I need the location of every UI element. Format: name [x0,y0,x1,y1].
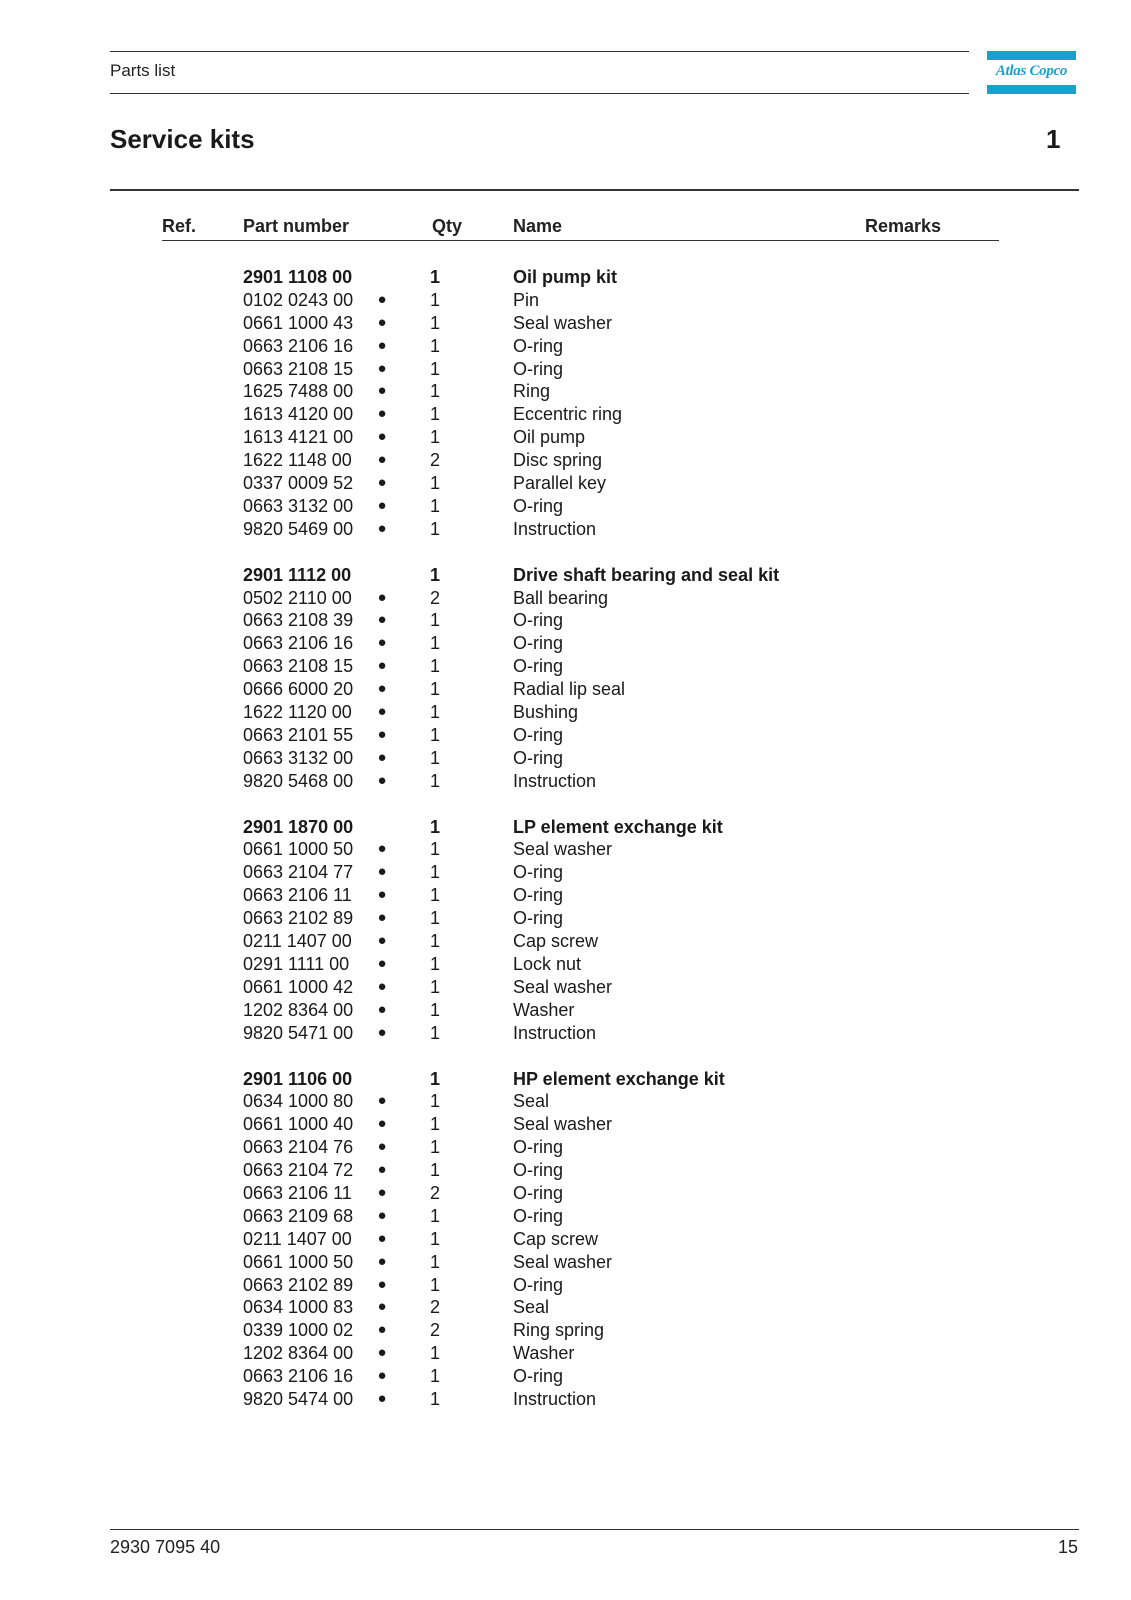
page-number: 15 [1058,1537,1079,1557]
kit-member-bullet: ● [377,977,387,995]
part-qty: 1 [430,976,441,997]
part-qty: 1 [430,839,441,860]
part-name: Ring spring [513,1320,605,1341]
part-name: Seal washer [513,1251,613,1272]
kit-member-bullet: ● [377,382,387,400]
part-number: 0634 1000 83 [243,1297,354,1318]
kit-part-number: 2901 1108 00 [243,267,353,287]
part-number: 0661 1000 40 [243,1114,354,1135]
part-number: 0663 2102 89 [243,908,354,929]
kit-member-bullet: ● [377,1183,387,1201]
part-row [0,335,1131,358]
part-qty: 1 [430,1228,441,1249]
part-number: 0502 2110 00 [243,587,352,608]
part-row [0,1342,1131,1365]
part-qty: 1 [430,1137,441,1158]
part-row [0,1113,1131,1136]
part-name: Disc spring [513,450,603,471]
kit-member-bullet: ● [377,588,387,606]
part-name: O-ring [513,908,564,929]
kit-qty: 1 [430,816,441,837]
part-qty: 1 [430,358,441,379]
title-rule [110,189,1079,191]
part-qty: 1 [430,1274,441,1295]
part-name: O-ring [513,335,564,356]
part-row [0,1251,1131,1274]
part-number: 1622 1148 00 [243,450,352,471]
part-name: Seal [513,1297,550,1318]
part-name: Cap screw [513,931,599,952]
part-number: 0663 3132 00 [243,495,354,516]
column-header-ref: Ref. [162,216,197,236]
part-qty: 1 [430,381,441,402]
part-number: 0663 2106 11 [243,885,352,906]
kit-member-bullet: ● [377,1344,387,1362]
kit-member-bullet: ● [377,1092,387,1110]
kit-part-number: 2901 1870 00 [243,816,354,837]
kit-member-bullet: ● [377,840,387,858]
part-number: 0661 1000 50 [243,1251,354,1272]
kit-part-number: 2901 1112 00 [243,564,352,585]
part-qty: 1 [430,633,441,654]
part-row [0,678,1131,701]
part-name: Ball bearing [513,587,609,608]
part-number: 0291 1111 00 [243,953,350,974]
part-number: 1613 4121 00 [243,427,354,448]
kit-member-bullet: ● [377,313,387,331]
part-row [0,358,1131,381]
part-row [0,495,1131,518]
part-name: Seal washer [513,1114,613,1135]
kit-row [0,816,1131,839]
part-number: 0663 2102 89 [243,1274,354,1295]
part-row [0,884,1131,907]
part-row [0,449,1131,472]
part-name: O-ring [513,610,564,631]
kit-member-bullet: ● [377,290,387,308]
brand-logo [987,51,1076,94]
part-name: Instruction [513,1022,597,1043]
kit-name: HP element exchange kit [513,1068,725,1089]
part-name: Parallel key [513,473,607,494]
kit-member-bullet: ● [377,1252,387,1270]
part-row [0,1090,1131,1113]
column-header-rule [162,240,999,241]
part-number: 9820 5471 00 [243,1022,354,1043]
part-number: 0634 1000 80 [243,1091,354,1112]
logo-band-top [987,51,1076,60]
kit-qty: 1 [430,1068,441,1089]
part-row [0,747,1131,770]
part-qty: 1 [430,1160,441,1181]
part-row [0,380,1131,403]
part-qty: 1 [430,1388,441,1409]
kit-part-number: 2901 1106 00 [243,1068,353,1089]
part-name: Instruction [513,1388,597,1409]
part-row [0,587,1131,610]
part-name: O-ring [513,358,564,379]
part-qty: 1 [430,335,441,356]
part-row [0,518,1131,541]
part-name: O-ring [513,633,564,654]
kit-member-bullet: ● [377,863,387,881]
chapter-number: 1 [1046,124,1061,154]
part-number: 1613 4120 00 [243,404,354,425]
part-name: O-ring [513,862,564,883]
part-row [0,289,1131,312]
part-qty: 1 [430,1114,441,1135]
part-row [0,907,1131,930]
part-row [0,1274,1131,1297]
kit-member-bullet: ● [377,1138,387,1156]
part-name: Instruction [513,770,597,791]
part-name: Bushing [513,702,579,723]
part-name: O-ring [513,724,564,745]
part-qty: 1 [430,724,441,745]
part-name: O-ring [513,1137,564,1158]
kit-member-bullet: ● [377,336,387,354]
kit-member-bullet: ● [377,886,387,904]
part-name: Washer [513,1343,575,1364]
header-bottom-rule [110,93,969,94]
part-qty: 2 [430,450,441,471]
part-name: O-ring [513,1366,564,1387]
part-row [0,1159,1131,1182]
part-name: O-ring [513,1274,564,1295]
part-number: 0339 1000 02 [243,1320,354,1341]
part-name: O-ring [513,885,564,906]
part-name: Seal washer [513,839,613,860]
part-name: Lock nut [513,953,582,974]
kit-member-bullet: ● [377,474,387,492]
kit-member-bullet: ● [377,1206,387,1224]
part-qty: 1 [430,702,441,723]
part-number: 0663 2108 15 [243,656,354,677]
part-number: 0102 0243 00 [243,289,354,310]
part-number: 1625 7488 00 [243,381,354,402]
part-row [0,953,1131,976]
kit-member-bullet: ● [377,1000,387,1018]
part-qty: 1 [430,1091,441,1112]
part-name: Instruction [513,518,597,539]
part-row [0,472,1131,495]
part-qty: 2 [430,1182,441,1203]
document-number: 2930 7095 40 [110,1537,221,1557]
kit-member-bullet: ● [377,748,387,766]
kit-member-bullet: ● [377,1389,387,1407]
part-name: O-ring [513,1160,564,1181]
part-name: Seal [513,1091,550,1112]
kit-member-bullet: ● [377,1023,387,1041]
part-qty: 1 [430,1251,441,1272]
part-qty: 2 [430,1320,441,1341]
part-qty: 1 [430,1205,441,1226]
part-qty: 1 [430,289,441,310]
kit-member-bullet: ● [377,1161,387,1179]
part-row [0,976,1131,999]
part-name: O-ring [513,656,564,677]
part-qty: 1 [430,312,441,333]
part-number: 1202 8364 00 [243,999,354,1020]
kit-member-bullet: ● [377,1115,387,1133]
part-row [0,724,1131,747]
part-qty: 1 [430,953,441,974]
part-qty: 1 [430,931,441,952]
part-number: 9820 5469 00 [243,518,354,539]
part-row [0,655,1131,678]
part-row [0,1205,1131,1228]
part-qty: 1 [430,610,441,631]
part-name: O-ring [513,747,564,768]
part-row [0,1022,1131,1045]
part-row [0,770,1131,793]
part-row [0,701,1131,724]
kit-member-bullet: ● [377,954,387,972]
page-title: Service kits [110,124,255,154]
footer-rule [110,1529,1079,1530]
column-header-qty: Qty [432,216,463,236]
header-top-rule [110,51,969,52]
part-qty: 1 [430,473,441,494]
kit-member-bullet: ● [377,703,387,721]
kit-member-bullet: ● [377,451,387,469]
logo-wordmark: Atlas Copco [995,63,1068,79]
part-qty: 1 [430,518,441,539]
part-number: 9820 5474 00 [243,1388,354,1409]
part-row [0,1228,1131,1251]
part-name: Cap screw [513,1228,599,1249]
part-number: 0663 2106 16 [243,335,354,356]
part-row [0,861,1131,884]
part-number: 0663 2104 77 [243,862,354,883]
part-qty: 1 [430,885,441,906]
kit-qty: 1 [430,267,441,287]
part-name: Radial lip seal [513,679,626,700]
part-name: Seal washer [513,312,613,333]
part-number: 1202 8364 00 [243,1343,354,1364]
part-number: 1622 1120 00 [243,702,352,723]
kit-member-bullet: ● [377,771,387,789]
logo-band-bottom [987,85,1076,94]
part-row [0,609,1131,632]
part-qty: 1 [430,999,441,1020]
column-header-name: Name [513,216,563,236]
kit-member-bullet: ● [377,1229,387,1247]
part-name: Seal washer [513,976,613,997]
kit-name: LP element exchange kit [513,816,723,837]
part-number: 0663 3132 00 [243,747,354,768]
part-row [0,999,1131,1022]
column-header-remarks: Remarks [865,216,942,236]
part-row [0,1296,1131,1319]
part-qty: 1 [430,770,441,791]
part-qty: 1 [430,495,441,516]
part-row [0,1182,1131,1205]
kit-name: Oil pump kit [513,267,618,287]
kit-member-bullet: ● [377,1275,387,1293]
kit-row [0,1068,1131,1091]
part-qty: 1 [430,1343,441,1364]
part-qty: 1 [430,747,441,768]
part-row [0,1319,1131,1342]
kit-member-bullet: ● [377,405,387,423]
part-row [0,1365,1131,1388]
part-number: 0663 2104 72 [243,1160,354,1181]
kit-qty: 1 [430,564,441,585]
part-row [0,1136,1131,1159]
part-number: 0663 2106 16 [243,633,354,654]
parts-list [0,266,1131,1411]
part-number: 0337 0009 52 [243,473,354,494]
kit-member-bullet: ● [377,932,387,950]
part-number: 0663 2108 15 [243,358,354,379]
column-header-part-number: Part number [243,216,350,236]
part-number: 0663 2108 39 [243,610,354,631]
part-number: 0661 1000 43 [243,312,354,333]
part-qty: 2 [430,587,441,608]
part-row [0,426,1131,449]
kit-name: Drive shaft bearing and seal kit [513,564,780,585]
part-number: 0663 2109 68 [243,1205,354,1226]
part-qty: 1 [430,656,441,677]
part-row [0,312,1131,335]
part-name: Oil pump [513,427,586,448]
kit-member-bullet: ● [377,519,387,537]
kit-member-bullet: ● [377,1321,387,1339]
kit-member-bullet: ● [377,1298,387,1316]
part-number: 9820 5468 00 [243,770,354,791]
kit-row [0,266,1131,289]
part-number: 0661 1000 42 [243,976,354,997]
part-row [0,403,1131,426]
part-qty: 1 [430,862,441,883]
part-qty: 1 [430,404,441,425]
part-name: Ring [513,381,551,402]
kit-member-bullet: ● [377,725,387,743]
part-number: 0663 2106 16 [243,1366,354,1387]
part-row [0,838,1131,861]
kit-member-bullet: ● [377,657,387,675]
kit-member-bullet: ● [377,496,387,514]
part-number: 0666 6000 20 [243,679,354,700]
kit-member-bullet: ● [377,359,387,377]
kit-row [0,564,1131,587]
kit-member-bullet: ● [377,680,387,698]
part-number: 0663 2106 11 [243,1182,352,1203]
part-number: 0663 2101 55 [243,724,354,745]
part-qty: 1 [430,908,441,929]
part-row [0,930,1131,953]
part-qty: 1 [430,1366,441,1387]
part-name: O-ring [513,1182,564,1203]
part-number: 0663 2104 76 [243,1137,354,1158]
kit-member-bullet: ● [377,634,387,652]
part-name: Pin [513,289,540,310]
part-name: Washer [513,999,575,1020]
part-qty: 1 [430,1022,441,1043]
kit-member-bullet: ● [377,909,387,927]
part-row [0,632,1131,655]
kit-member-bullet: ● [377,1367,387,1385]
part-name: O-ring [513,495,564,516]
part-row [0,1388,1131,1411]
part-number: 0211 1407 00 [243,1228,352,1249]
kit-member-bullet: ● [377,428,387,446]
kit-member-bullet: ● [377,611,387,629]
part-qty: 1 [430,427,441,448]
part-name: Eccentric ring [513,404,623,425]
header-section-label: Parts list [110,61,176,80]
part-qty: 1 [430,679,441,700]
part-name: O-ring [513,1205,564,1226]
part-number: 0211 1407 00 [243,931,352,952]
part-qty: 2 [430,1297,441,1318]
part-number: 0661 1000 50 [243,839,354,860]
